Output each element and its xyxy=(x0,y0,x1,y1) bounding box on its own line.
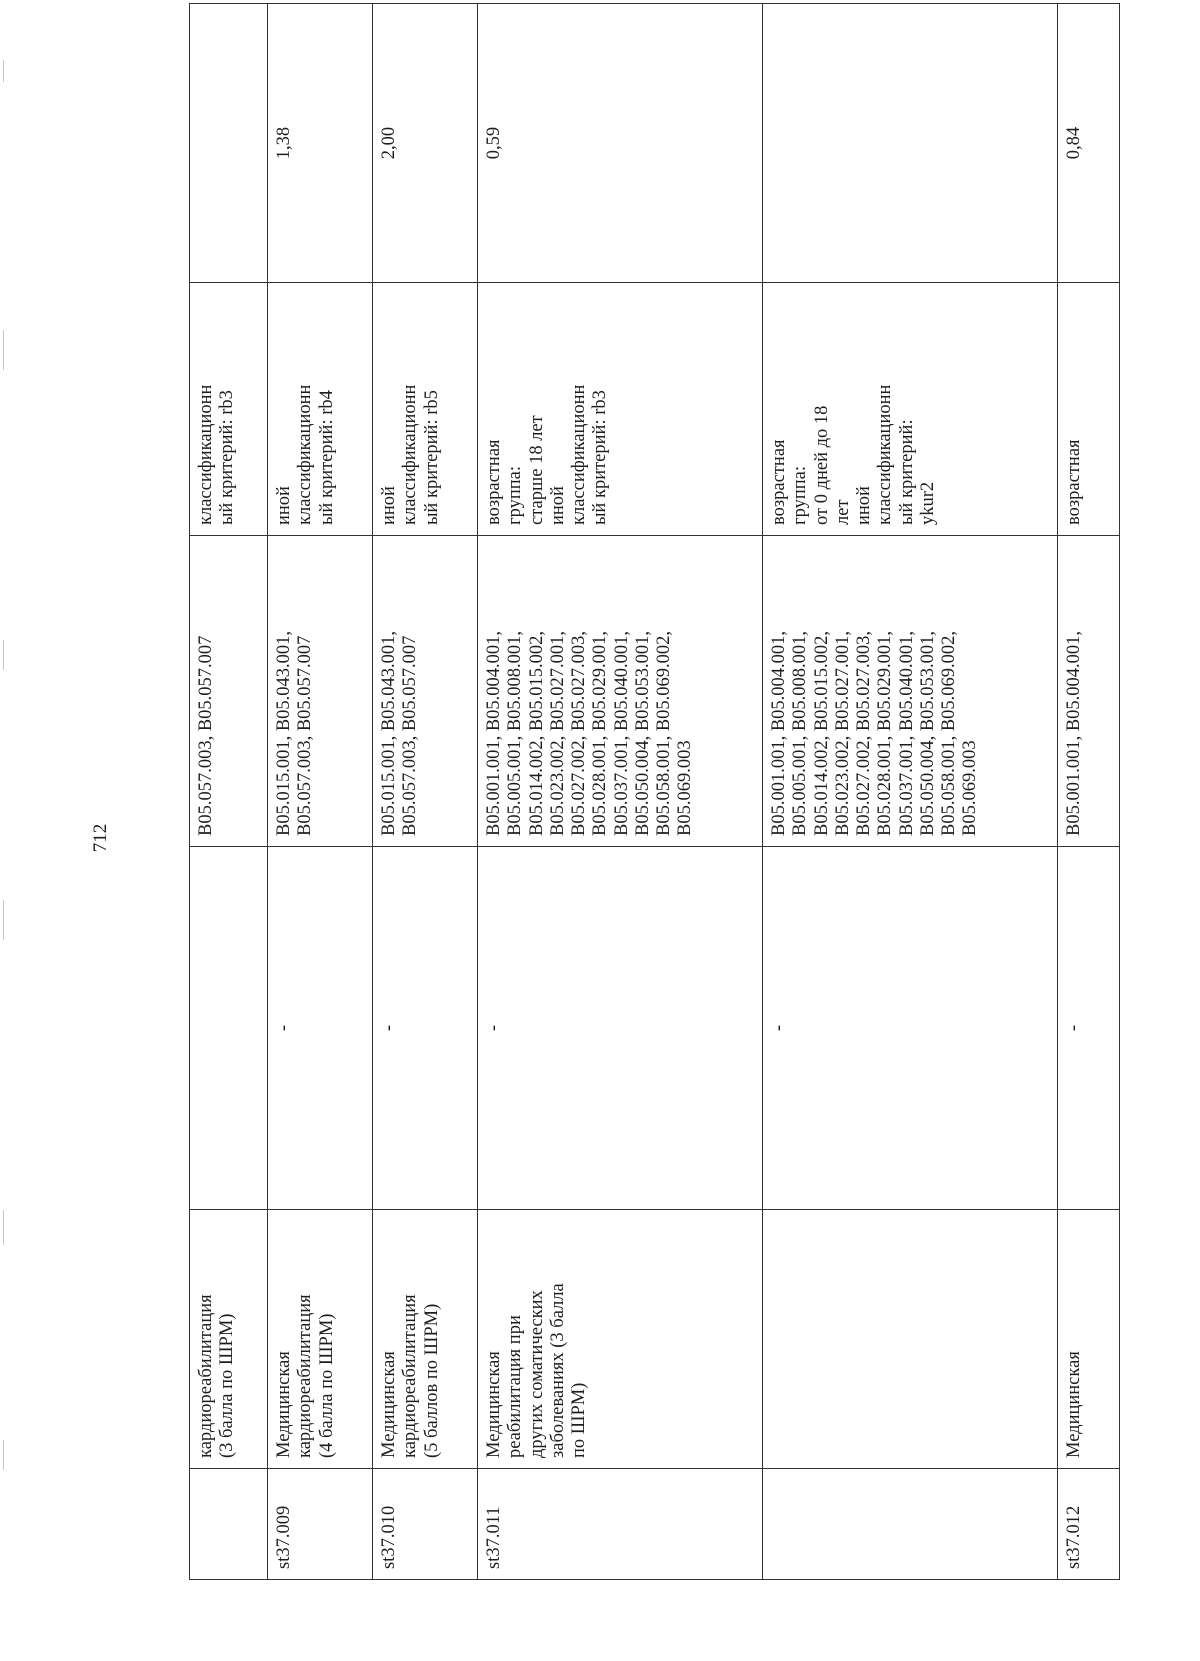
row-dash: - xyxy=(268,847,373,1210)
row-dash xyxy=(190,847,268,1210)
row-services: B05.057.003, B05.057.007 xyxy=(190,536,268,847)
table-row xyxy=(190,4,268,1580)
row-services: B05.001.001, B05.004.001, xyxy=(1058,536,1120,847)
row-criteria: классификационн ый критерий: rb3 xyxy=(190,283,268,536)
row-services: B05.015.001, B05.043.001, B05.057.003, B05.057.007 xyxy=(373,536,478,847)
row-name: кардиореабилитация (3 балла по ШРМ) xyxy=(190,1210,268,1469)
table-row xyxy=(373,4,478,1580)
scan-artifact xyxy=(3,330,4,370)
row-coefficient: 0,59 xyxy=(478,4,763,283)
row-criteria: возрастная группа: старше 18 лет иной классификационн ый критерий: rb3 xyxy=(478,283,763,536)
row-coefficient xyxy=(190,4,268,283)
tariff-table xyxy=(189,3,1120,1580)
row-code: st37.010 xyxy=(373,1469,478,1580)
row-code xyxy=(763,1469,1058,1580)
row-name: Медицинская реабилитация при других соматических заболеваниях (3 балла по ШРМ) xyxy=(478,1210,763,1469)
row-criteria: возрастная группа: от 0 дней до 18 лет иной классификационн ый критерий: ykur2 xyxy=(763,283,1058,536)
table-row xyxy=(268,4,373,1580)
row-services: B05.015.001, B05.043.001, B05.057.003, B05.057.007 xyxy=(268,536,373,847)
page-number: 712 xyxy=(90,823,111,853)
row-coefficient: 2,00 xyxy=(373,4,478,283)
row-dash: - xyxy=(373,847,478,1210)
table-row xyxy=(478,4,763,1580)
rotated-table-container xyxy=(189,126,1119,1580)
scan-artifact xyxy=(3,1440,4,1470)
row-criteria: иной классификационн ый критерий: rb5 xyxy=(373,283,478,536)
scan-artifact xyxy=(3,900,4,940)
row-coefficient xyxy=(763,4,1058,283)
row-code: st37.009 xyxy=(268,1469,373,1580)
row-services: B05.001.001, B05.004.001, B05.005.001, B05.008.001, B05.014.002, B05.015.002, B05.023.002, B05.027.001, B05.027.002, B05.027.003, B05.028.001, B05.029.001, B05.037.001, B05.040.001, B05.050.004, B05.053.001, B05.058.001, B05.069.002, B05.069.003 xyxy=(478,536,763,847)
row-code xyxy=(190,1469,268,1580)
row-services: B05.001.001, B05.004.001, B05.005.001, B05.008.001, B05.014.002, B05.015.002, B05.023.002, B05.027.001, B05.027.002, B05.027.003, B05.028.001, B05.029.001, B05.037.001, B05.040.001, B05.050.004, B05.053.001, B05.058.001, B05.069.002, B05.069.003 xyxy=(763,536,1058,847)
row-name: Медицинская кардиореабилитация (5 баллов по ШРМ) xyxy=(373,1210,478,1469)
row-code: st37.012 xyxy=(1058,1469,1120,1580)
row-dash: - xyxy=(1058,847,1120,1210)
table-row xyxy=(1058,4,1120,1580)
row-coefficient: 1,38 xyxy=(268,4,373,283)
row-code: st37.011 xyxy=(478,1469,763,1580)
row-criteria: иной классификационн ый критерий: rb4 xyxy=(268,283,373,536)
row-name: Медицинская кардиореабилитация (4 балла по ШРМ) xyxy=(268,1210,373,1469)
table-row xyxy=(763,4,1058,1580)
row-coefficient: 0,84 xyxy=(1058,4,1120,283)
row-criteria: возрастная xyxy=(1058,283,1120,536)
row-dash: - xyxy=(763,847,1058,1210)
scan-artifact xyxy=(3,1210,4,1245)
scan-artifact xyxy=(3,60,4,82)
row-name xyxy=(763,1210,1058,1469)
row-dash: - xyxy=(478,847,763,1210)
row-name: Медицинская xyxy=(1058,1210,1120,1469)
scan-artifact xyxy=(3,640,4,670)
